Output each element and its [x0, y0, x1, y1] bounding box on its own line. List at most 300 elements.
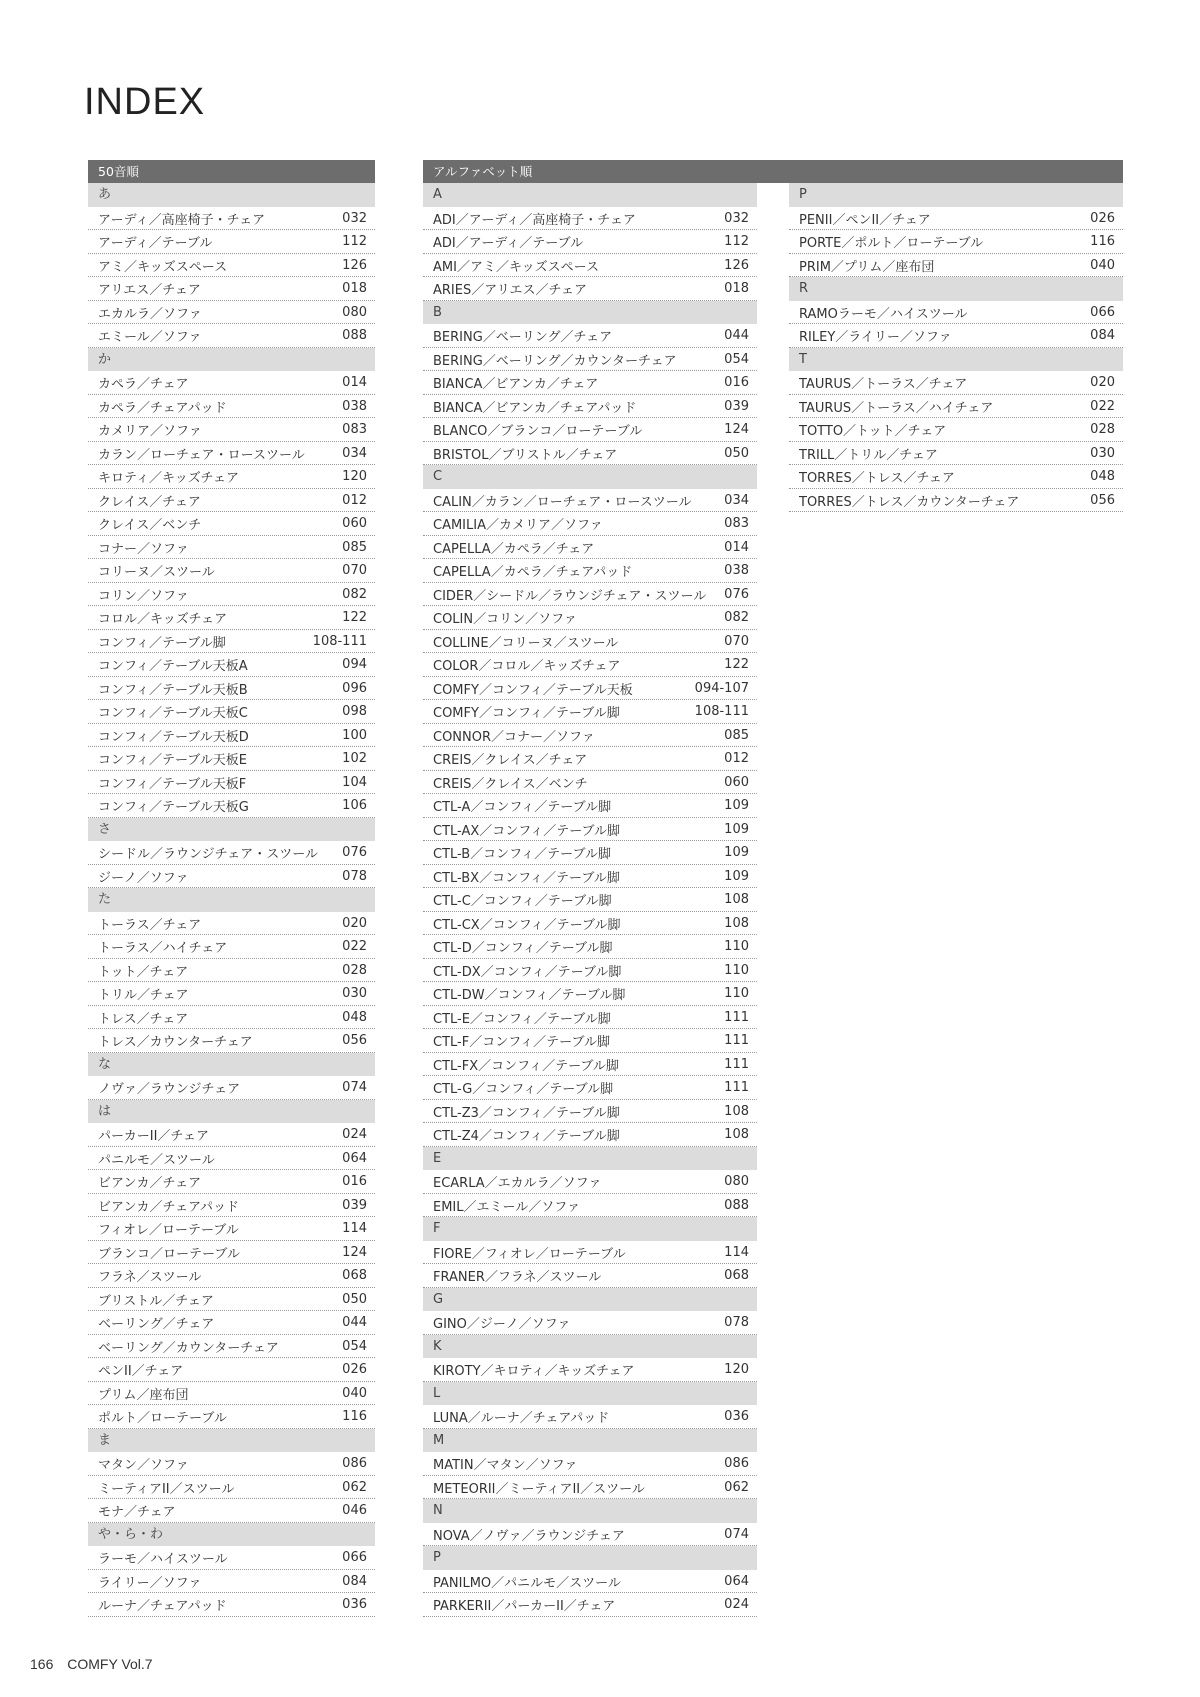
entry-name: ライリー／ソファ: [98, 1575, 202, 1591]
entry-page: 108: [724, 915, 749, 931]
entry-name: PANILMO／パニルモ／スツール: [433, 1575, 621, 1591]
entry-page: 088: [342, 328, 367, 344]
entry-name: CTL-AX／コンフィ／テーブル脚: [433, 823, 621, 839]
entry-name: GINO／ジーノ／ソファ: [433, 1317, 571, 1333]
kana-index-header: 50音順: [88, 160, 375, 183]
entry-name: ペンII／チェア: [98, 1364, 184, 1380]
index-entry: [88, 1217, 375, 1241]
entry-page: 020: [342, 915, 367, 931]
entry-name: マタン／ソファ: [98, 1458, 189, 1474]
entry-name: BERING／ベーリング／チェア: [433, 330, 613, 346]
entry-name: CALIN／カラン／ローチェア・ロースツール: [433, 494, 692, 510]
index-entry: [789, 371, 1123, 395]
entry-name: カメリア／ソファ: [98, 424, 202, 440]
index-entry: [423, 230, 757, 254]
entry-page: 036: [342, 1597, 367, 1613]
index-entry: [88, 512, 375, 536]
entry-name: COMFY／コンフィ／テーブル天板: [433, 682, 633, 698]
index-entry: [88, 982, 375, 1006]
index-entry: [88, 442, 375, 466]
alphabet-index-list-left: [423, 183, 757, 1617]
index-entry: [423, 606, 757, 630]
index-entry: [789, 395, 1123, 419]
entry-name: PENII／ペンII／チェア: [799, 212, 931, 228]
index-entry: [423, 489, 757, 513]
entry-page: 122: [342, 610, 367, 626]
entry-name: ブランコ／ローテーブル: [98, 1246, 240, 1262]
entry-page: 032: [724, 210, 749, 226]
entry-page: 016: [724, 375, 749, 391]
entry-name: コンフィ／テーブル天板E: [98, 753, 248, 769]
entry-page: 111: [724, 1009, 749, 1025]
entry-page: 036: [724, 1409, 749, 1425]
entry-name: CTL-CX／コンフィ／テーブル脚: [433, 917, 621, 933]
entry-name: トーラス／ハイチェア: [98, 941, 228, 957]
entry-page: 034: [342, 445, 367, 461]
index-entry: [88, 959, 375, 983]
entry-page: 020: [1090, 375, 1115, 391]
entry-page: 024: [724, 1597, 749, 1613]
entry-name: アーディ／高座椅子・チェア: [98, 212, 266, 228]
index-entry: [423, 771, 757, 795]
entry-page: 039: [342, 1197, 367, 1213]
entry-page: 078: [724, 1315, 749, 1331]
index-entry: [423, 1123, 757, 1147]
alphabet-index-header: アルファベット順: [423, 160, 1123, 183]
entry-name: ADI／アーディ／高座椅子・チェア: [433, 212, 636, 228]
entry-name: CTL-DX／コンフィ／テーブル脚: [433, 964, 622, 980]
entry-page: 028: [342, 962, 367, 978]
entry-name: キロティ／キッズチェア: [98, 471, 240, 487]
entry-page: 028: [1090, 422, 1115, 438]
index-entry: [88, 1452, 375, 1476]
section-heading: た: [88, 888, 375, 912]
entry-name: コンフィ／テーブル天板A: [98, 659, 248, 675]
entry-page: 074: [724, 1526, 749, 1542]
section-heading: B: [423, 301, 757, 325]
entry-page: 116: [342, 1409, 367, 1425]
entry-page: 050: [342, 1291, 367, 1307]
entry-name: ミーティアII／スツール: [98, 1481, 235, 1497]
entry-page: 084: [342, 1573, 367, 1589]
index-entry: [423, 442, 757, 466]
entry-name: ルーナ／チェアパッド: [98, 1599, 227, 1615]
index-entry: [423, 583, 757, 607]
entry-name: BLANCO／ブランコ／ローテーブル: [433, 424, 643, 440]
entry-page: 085: [342, 539, 367, 555]
entry-name: コンフィ／テーブル天板F: [98, 776, 247, 792]
entry-name: LUNA／ルーナ／チェアパッド: [433, 1411, 610, 1427]
index-entry: [423, 1194, 757, 1218]
entry-name: CIDER／シードル／ラウンジチェア・スツール: [433, 588, 707, 604]
index-entry: [423, 1476, 757, 1500]
entry-name: コロル／キッズチェア: [98, 612, 228, 628]
entry-page: 054: [724, 351, 749, 367]
index-entry: [88, 1288, 375, 1312]
entry-name: TOTTO／トット／チェア: [799, 424, 947, 440]
index-entry: [423, 630, 757, 654]
entry-page: 026: [1090, 210, 1115, 226]
section-heading: T: [789, 348, 1123, 372]
entry-page: 056: [1090, 492, 1115, 508]
entry-name: カペラ／チェアパッド: [98, 400, 227, 416]
entry-name: アミ／キッズスペース: [98, 259, 228, 275]
index-entry: [423, 277, 757, 301]
entry-name: COLLINE／コリーヌ／スツール: [433, 635, 619, 651]
entry-name: ビアンカ／チェア: [98, 1176, 202, 1192]
entry-page: 126: [342, 257, 367, 273]
index-entry: [88, 1006, 375, 1030]
entry-name: コンフィ／テーブル天板D: [98, 729, 249, 745]
entry-name: RAMOラーモ／ハイスツール: [799, 306, 968, 322]
entry-page: 016: [342, 1174, 367, 1190]
section-heading: は: [88, 1100, 375, 1124]
entry-name: コリーヌ／スツール: [98, 565, 215, 581]
alphabet-index: [423, 160, 1123, 1617]
index-entry: [88, 865, 375, 889]
index-entry: [423, 1452, 757, 1476]
entry-page: 111: [724, 1056, 749, 1072]
index-entry: [423, 536, 757, 560]
entry-page: 054: [342, 1338, 367, 1354]
index-entry: [88, 700, 375, 724]
entry-name: アーディ／テーブル: [98, 236, 213, 252]
index-entry: [789, 489, 1123, 513]
entry-page: 110: [724, 986, 749, 1002]
entry-page: 082: [724, 610, 749, 626]
entry-page: 083: [342, 422, 367, 438]
entry-page: 102: [342, 751, 367, 767]
entry-name: COLIN／コリン／ソファ: [433, 612, 577, 628]
index-entry: [88, 1335, 375, 1359]
entry-page: 106: [342, 798, 367, 814]
entry-page: 068: [342, 1268, 367, 1284]
entry-page: 012: [342, 492, 367, 508]
index-entry: [88, 1123, 375, 1147]
entry-page: 086: [724, 1456, 749, 1472]
index-entry: [423, 324, 757, 348]
index-entry: [88, 465, 375, 489]
section-heading: P: [789, 183, 1123, 207]
index-entry: [423, 418, 757, 442]
index-entry: [423, 700, 757, 724]
section-heading: A: [423, 183, 757, 207]
index-entry: [423, 794, 757, 818]
entry-page: 014: [342, 375, 367, 391]
entry-name: エミール／ソファ: [98, 330, 202, 346]
index-entry: [423, 371, 757, 395]
section-heading: K: [423, 1335, 757, 1359]
index-entry: [88, 277, 375, 301]
index-entry: [88, 418, 375, 442]
entry-page: 124: [342, 1244, 367, 1260]
entry-name: EMIL／エミール／ソファ: [433, 1199, 580, 1215]
index-entry: [423, 1523, 757, 1547]
index-entry: [88, 1382, 375, 1406]
entry-page: 080: [342, 304, 367, 320]
entry-page: 104: [342, 774, 367, 790]
entry-name: BERING／ベーリング／カウンターチェア: [433, 353, 677, 369]
entry-page: 018: [724, 281, 749, 297]
entry-name: プリム／座布団: [98, 1387, 189, 1403]
entry-name: CTL-DW／コンフィ／テーブル脚: [433, 988, 626, 1004]
entry-name: MATIN／マタン／ソファ: [433, 1458, 578, 1474]
kana-index: [88, 160, 375, 1617]
entry-page: 108-111: [312, 633, 367, 649]
entry-name: TORRES／トレス／チェア: [799, 471, 955, 487]
index-entry: [423, 1241, 757, 1265]
entry-name: PRIM／プリム／座布団: [799, 259, 935, 275]
entry-name: CTL-G／コンフィ／テーブル脚: [433, 1082, 614, 1098]
index-entry: [789, 418, 1123, 442]
index-entry: [423, 1029, 757, 1053]
index-entry: [423, 1053, 757, 1077]
entry-page: 078: [342, 868, 367, 884]
entry-page: 109: [724, 845, 749, 861]
entry-page: 126: [724, 257, 749, 273]
section-heading: ま: [88, 1429, 375, 1453]
entry-page: 030: [1090, 445, 1115, 461]
entry-page: 050: [724, 445, 749, 461]
index-entry: [88, 1358, 375, 1382]
entry-page: 111: [724, 1080, 749, 1096]
index-entry: [88, 1311, 375, 1335]
section-heading: R: [789, 277, 1123, 301]
index-entry: [789, 230, 1123, 254]
entry-page: 074: [342, 1080, 367, 1096]
index-entry: [88, 207, 375, 231]
entry-name: CTL-D／コンフィ／テーブル脚: [433, 941, 613, 957]
entry-page: 076: [342, 845, 367, 861]
entry-name: モナ／チェア: [98, 1505, 176, 1521]
entry-page: 088: [724, 1197, 749, 1213]
entry-name: トレス／チェア: [98, 1011, 189, 1027]
index-entry: [88, 630, 375, 654]
entry-page: 070: [724, 633, 749, 649]
entry-name: カラン／ローチェア・ロースツール: [98, 447, 305, 463]
entry-name: PORTE／ポルト／ローテーブル: [799, 236, 984, 252]
section-heading: G: [423, 1288, 757, 1312]
entry-name: PARKERII／パーカーII／チェア: [433, 1599, 616, 1615]
index-entry: [789, 207, 1123, 231]
index-entry: [88, 841, 375, 865]
entry-name: シードル／ラウンジチェア・スツール: [98, 847, 319, 863]
entry-page: 038: [724, 563, 749, 579]
section-heading: E: [423, 1147, 757, 1171]
section-heading: M: [423, 1429, 757, 1453]
index-entry: [88, 747, 375, 771]
entry-name: クレイス／チェア: [98, 494, 201, 510]
entry-page: 024: [342, 1127, 367, 1143]
entry-name: クレイス／ベンチ: [98, 518, 202, 534]
section-heading: F: [423, 1217, 757, 1241]
entry-page: 044: [724, 328, 749, 344]
entry-page: 026: [342, 1362, 367, 1378]
entry-page: 080: [724, 1174, 749, 1190]
index-entry: [88, 536, 375, 560]
entry-name: CTL-C／コンフィ／テーブル脚: [433, 894, 612, 910]
index-entry: [423, 912, 757, 936]
entry-page: 040: [342, 1385, 367, 1401]
page-number: 166: [30, 1656, 54, 1672]
index-entry: [88, 724, 375, 748]
index-entry: [88, 653, 375, 677]
entry-name: TORRES／トレス／カウンターチェア: [799, 494, 1020, 510]
index-entry: [88, 559, 375, 583]
index-entry: [88, 583, 375, 607]
entry-page: 066: [342, 1550, 367, 1566]
entry-page: 064: [724, 1573, 749, 1589]
entry-name: ADI／アーディ／テーブル: [433, 236, 584, 252]
index-entry: [423, 1100, 757, 1124]
entry-page: 100: [342, 727, 367, 743]
entry-name: KIROTY／キロティ／キッズチェア: [433, 1364, 635, 1380]
section-heading: さ: [88, 818, 375, 842]
entry-page: 094-107: [694, 680, 749, 696]
entry-page: 014: [724, 539, 749, 555]
index-entry: [88, 1570, 375, 1594]
index-entry: [423, 1593, 757, 1617]
entry-page: 076: [724, 586, 749, 602]
entry-name: CTL-B／コンフィ／テーブル脚: [433, 847, 611, 863]
entry-page: 085: [724, 727, 749, 743]
entry-page: 096: [342, 680, 367, 696]
section-heading: P: [423, 1546, 757, 1570]
entry-page: 032: [342, 210, 367, 226]
index-entry: [88, 1194, 375, 1218]
index-entry: [423, 1076, 757, 1100]
index-entry: [423, 395, 757, 419]
index-entry: [88, 230, 375, 254]
index-entry: [423, 653, 757, 677]
entry-page: 094: [342, 657, 367, 673]
entry-page: 110: [724, 962, 749, 978]
index-entry: [423, 818, 757, 842]
entry-name: ARIES／アリエス／チェア: [433, 283, 588, 299]
entry-page: 044: [342, 1315, 367, 1331]
entry-page: 060: [724, 774, 749, 790]
entry-name: ノヴァ／ラウンジチェア: [98, 1082, 241, 1098]
index-entry: [88, 1147, 375, 1171]
entry-page: 112: [342, 234, 367, 250]
entry-page: 112: [724, 234, 749, 250]
entry-name: BIANCA／ビアンカ／チェアパッド: [433, 400, 637, 416]
entry-name: ジーノ／ソファ: [98, 870, 189, 886]
entry-page: 060: [342, 516, 367, 532]
section-heading: か: [88, 348, 375, 372]
entry-name: CTL-BX／コンフィ／テーブル脚: [433, 870, 620, 886]
index-entry: [88, 395, 375, 419]
index-entry: [423, 512, 757, 536]
index-entry: [88, 1076, 375, 1100]
entry-name: エカルラ／ソファ: [98, 306, 202, 322]
entry-page: 062: [342, 1479, 367, 1495]
index-entry: [789, 254, 1123, 278]
index-entry: [88, 1593, 375, 1617]
index-entry: [423, 841, 757, 865]
entry-page: 108: [724, 1103, 749, 1119]
entry-page: 046: [342, 1503, 367, 1519]
section-heading: あ: [88, 183, 375, 207]
section-heading: や・ら・わ: [88, 1523, 375, 1547]
entry-name: CAPELLA／カペラ／チェアパッド: [433, 565, 633, 581]
entry-page: 124: [724, 422, 749, 438]
entry-page: 114: [342, 1221, 367, 1237]
entry-page: 098: [342, 704, 367, 720]
entry-name: ECARLA／エカルラ／ソファ: [433, 1176, 602, 1192]
index-entry: [423, 254, 757, 278]
entry-name: トレス／カウンターチェア: [98, 1035, 253, 1051]
entry-page: 034: [724, 492, 749, 508]
entry-page: 030: [342, 986, 367, 1002]
entry-name: ブリストル／チェア: [98, 1293, 214, 1309]
entry-name: カペラ／チェア: [98, 377, 189, 393]
index-entry: [88, 1476, 375, 1500]
section-heading: N: [423, 1499, 757, 1523]
index-entry: [423, 207, 757, 231]
entry-name: CREIS／クレイス／ベンチ: [433, 776, 588, 792]
entry-name: フラネ／スツール: [98, 1270, 202, 1286]
index-entry: [423, 677, 757, 701]
index-entry: [88, 1546, 375, 1570]
index-entry: [88, 324, 375, 348]
entry-name: コンフィ／テーブル天板C: [98, 706, 248, 722]
entry-name: ベーリング／チェア: [98, 1317, 215, 1333]
entry-page: 086: [342, 1456, 367, 1472]
alphabet-index-list-right: [789, 183, 1123, 1617]
entry-name: トリル／チェア: [98, 988, 189, 1004]
entry-page: 064: [342, 1150, 367, 1166]
entry-name: COLOR／コロル／キッズチェア: [433, 659, 621, 675]
entry-name: CONNOR／コナー／ソファ: [433, 729, 595, 745]
index-entry: [423, 724, 757, 748]
entry-page: 082: [342, 586, 367, 602]
entry-name: CAMILIA／カメリア／ソファ: [433, 518, 603, 534]
entry-name: CREIS／クレイス／チェア: [433, 753, 588, 769]
index-entry: [88, 1405, 375, 1429]
entry-page: 048: [1090, 469, 1115, 485]
index-entry: [423, 1311, 757, 1335]
index-entry: [423, 982, 757, 1006]
index-entry: [88, 301, 375, 325]
section-heading: な: [88, 1053, 375, 1077]
index-entry: [88, 489, 375, 513]
section-heading: C: [423, 465, 757, 489]
entry-name: ビアンカ／チェアパッド: [98, 1199, 240, 1215]
entry-name: TAURUS／トーラス／チェア: [799, 377, 968, 393]
page-footer: [30, 1656, 153, 1672]
entry-name: CTL-FX／コンフィ／テーブル脚: [433, 1058, 619, 1074]
index-entry: [423, 1006, 757, 1030]
entry-name: コリン／ソファ: [98, 588, 189, 604]
entry-name: CTL-Z4／コンフィ／テーブル脚: [433, 1129, 620, 1145]
entry-name: トット／チェア: [98, 964, 189, 980]
entry-page: 048: [342, 1009, 367, 1025]
entry-page: 109: [724, 868, 749, 884]
entry-name: TRILL／トリル／チェア: [799, 447, 938, 463]
index-entry: [88, 1170, 375, 1194]
publication-name: COMFY Vol.7: [67, 1656, 153, 1672]
entry-page: 122: [724, 657, 749, 673]
index-entry: [88, 1499, 375, 1523]
index-entry: [423, 1264, 757, 1288]
entry-name: パニルモ／スツール: [98, 1152, 215, 1168]
entry-name: FIORE／フィオレ／ローテーブル: [433, 1246, 626, 1262]
entry-page: 109: [724, 798, 749, 814]
index-entry: [423, 348, 757, 372]
entry-page: 056: [342, 1033, 367, 1049]
entry-page: 022: [1090, 398, 1115, 414]
